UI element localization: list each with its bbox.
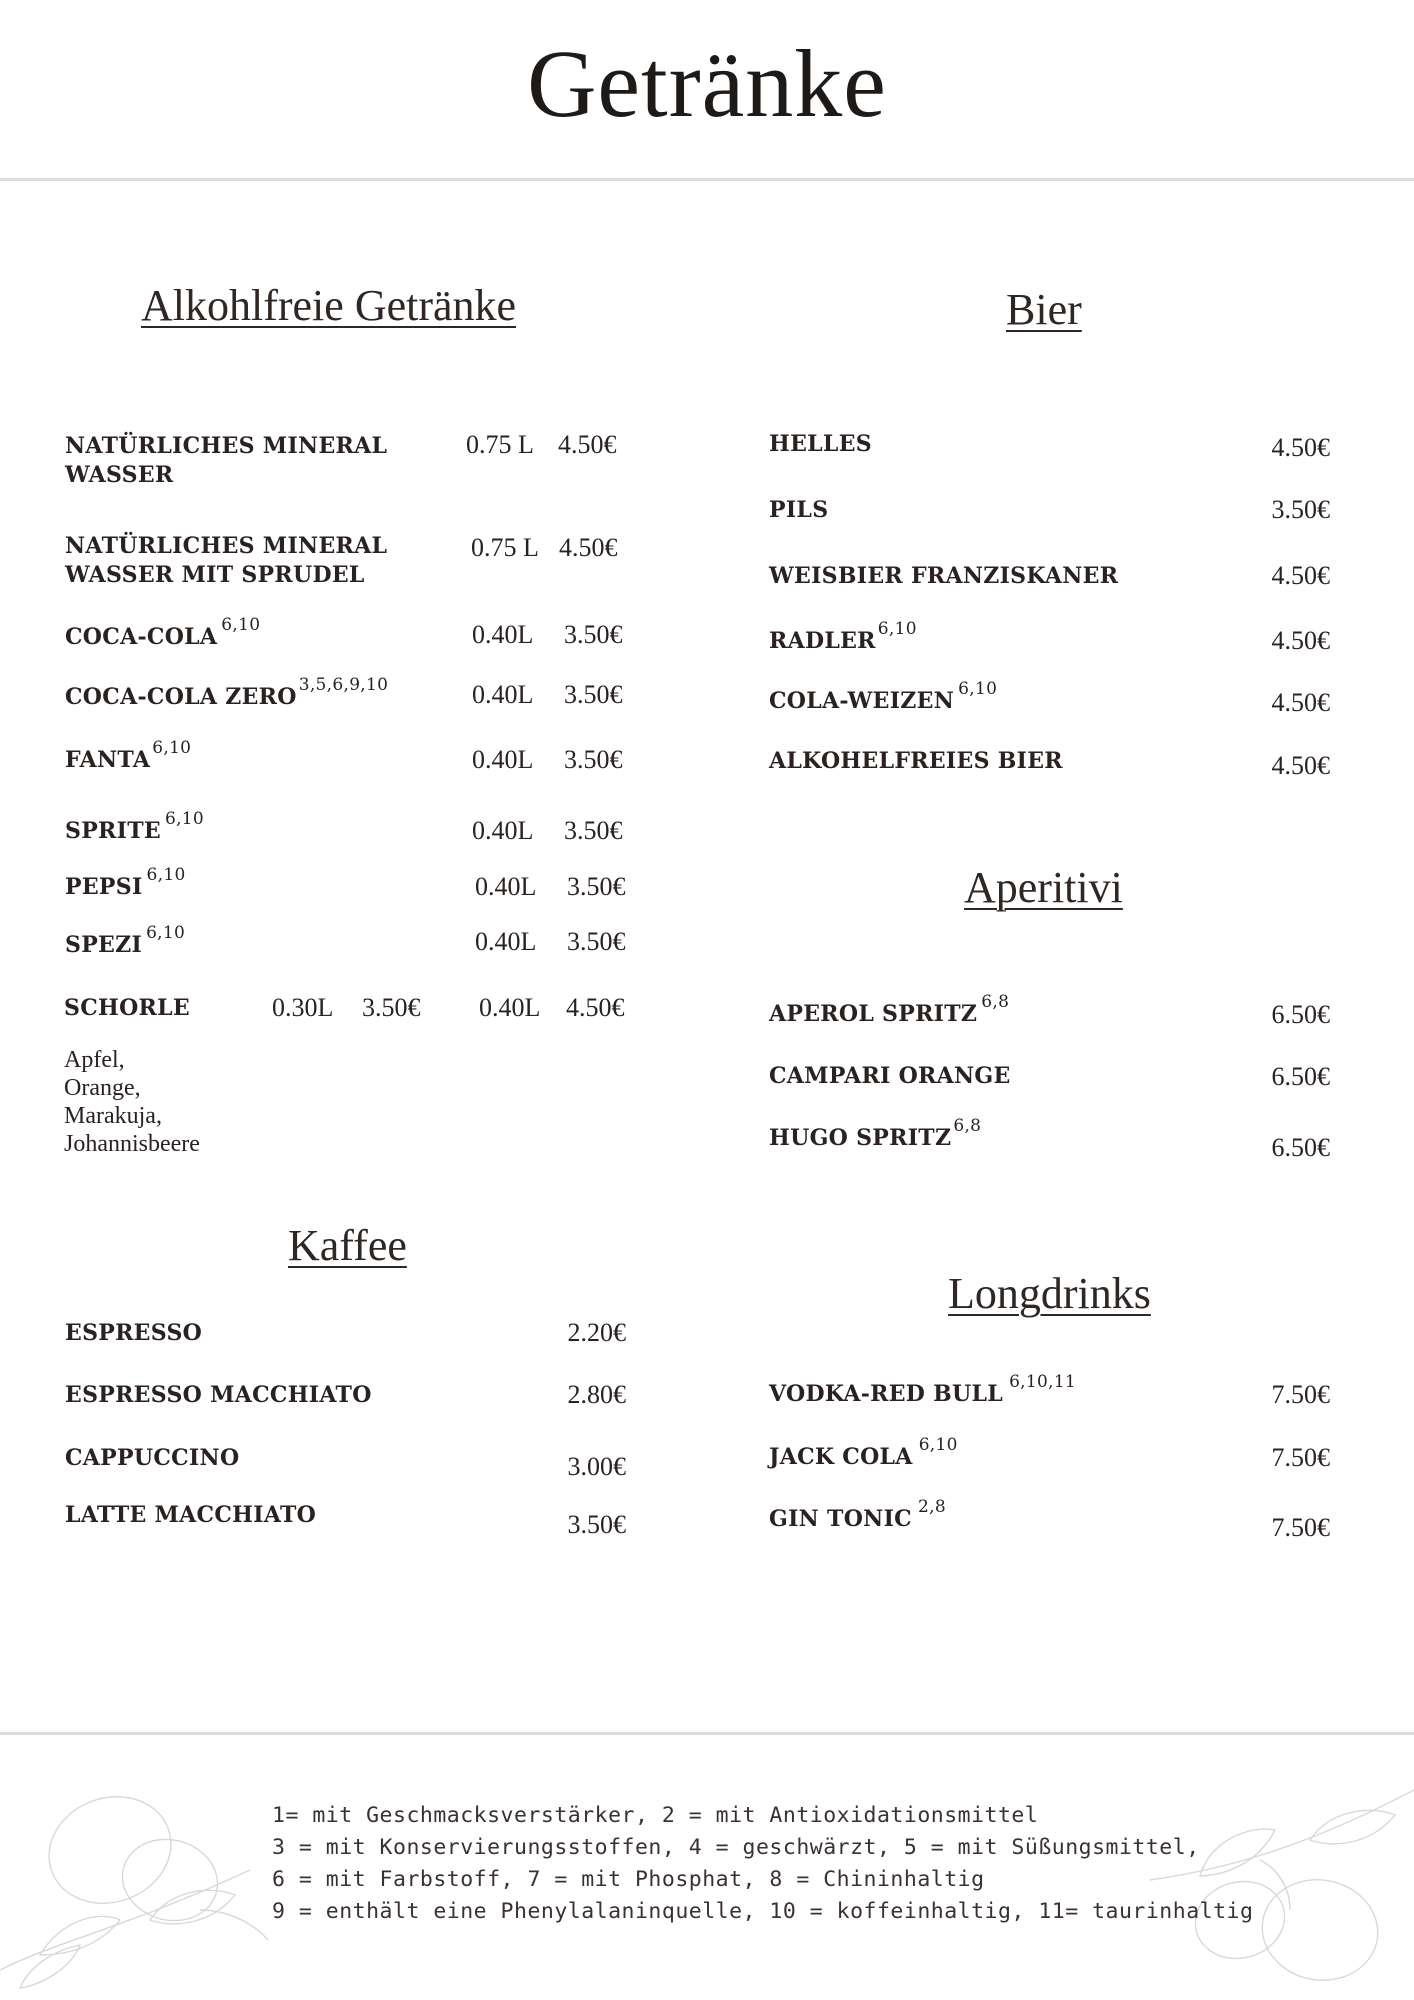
menu-item-price: 3.50€ [564,620,623,649]
menu-item-price: 4.50€ [1271,433,1330,462]
allergen-note: 3,5,6,9,10 [298,675,389,695]
menu-item-price: 2.80€ [567,1380,626,1409]
lemon-branch-illustration-left [0,1760,270,2000]
menu-item-size: 0.30L [272,993,334,1022]
menu-item-price: 6.50€ [1271,1000,1330,1029]
legend-line: 9 = enthält eine Phenylalaninquelle, 10 = koffeinhaltig, 11= taurinhaltig [272,1899,1254,1924]
menu-item-price: 3.50€ [1271,495,1330,524]
menu-item-name: CAMPARI ORANGE [769,1063,1011,1089]
menu-item-name: ESPRESSO [65,1320,203,1346]
page-title: Getränke [527,30,887,137]
menu-item-name: FANTA $^{6,10}$ [65,738,192,773]
menu-item-size: 0.40L [472,745,534,774]
footer-divider [0,1732,1414,1735]
menu-item-price: 3.00€ [567,1452,626,1481]
legend-line: 1= mit Geschmacksverstärker, 2 = mit Antioxidationsmittel [272,1803,1039,1828]
menu-item-price: 7.50€ [1271,1380,1330,1409]
section-heading-bier: Bier [1006,285,1082,334]
menu-item-price: 4.50€ [559,533,618,562]
menu-item-price: 4.50€ [1271,561,1330,590]
menu-item-name: NATÜRLICHES MINERAL WASSER MIT SPRUDEL [65,533,388,588]
section-heading-aperitivi: Aperitivi [964,863,1123,912]
menu-item-size: 0.75 L [466,430,534,459]
menu-item-name: COCA-COLA ZERO $^{3,5,6,9,10}$ [65,675,389,710]
menu-item-name: SPEZI $^{6,10}$ [65,923,186,958]
allergen-note: 6,8 [953,1116,982,1136]
menu-item-size: 0.40L [479,993,541,1022]
allergen-note: 6,8 [981,992,1010,1012]
legend-line: 6 = mit Farbstoff, 7 = mit Phosphat, 8 = Chininhaltig [272,1867,985,1892]
menu-item-price: 2.20€ [567,1318,626,1347]
menu-item-size: 0.40L [475,927,537,956]
allergen-note: 6,10 [877,619,917,639]
flavor-item: Orange, [64,1075,141,1101]
section-heading-kaffee: Kaffee [288,1221,407,1270]
menu-item-price: 3.50€ [564,745,623,774]
menu-item-name: CAPPUCCINO [65,1445,240,1471]
menu-item-price: 4.50€ [558,430,617,459]
menu-item-name: SCHORLE [64,995,190,1021]
menu-item-price: 3.50€ [564,680,623,709]
menu-item-price: 4.50€ [566,993,625,1022]
menu-item-name: GIN TONIC $^{2,8}$ [769,1497,946,1532]
section-heading-alkoholfrei: Alkohlfreie Getränke [141,281,517,330]
menu-item-name: COLA-WEIZEN $^{6,10}$ [769,679,998,714]
menu-item-name: ALKOHELFREIES BIER [769,748,1063,774]
allergen-note: 6,10 [958,679,998,699]
menu-item-size: 0.40L [475,872,537,901]
menu-item-name: HUGO SPRITZ $^{6,8}$ [769,1116,982,1151]
menu-item-price: 6.50€ [1271,1062,1330,1091]
section-heading-longdrinks: Longdrinks [948,1269,1151,1318]
menu-item-price: 7.50€ [1271,1443,1330,1472]
allergen-note: 6,10 [146,865,186,885]
menu-item-size: 0.40L [472,680,534,709]
menu-item-name: APEROL SPRITZ $^{6,8}$ [769,992,1010,1027]
menu-item-price: 3.50€ [567,872,626,901]
allergen-note: 2,8 [918,1497,946,1517]
flavor-item: Johannisbeere [64,1131,200,1157]
flavor-item: Marakuja, [64,1103,162,1129]
menu-item-name: HELLES [769,431,872,457]
menu-item-price: 4.50€ [1271,688,1330,717]
menu-item-price: 4.50€ [1271,751,1330,780]
legend-line: 3 = mit Konservierungsstoffen, 4 = geschwärzt, 5 = mit Süßungsmittel, [272,1835,1200,1860]
allergen-note: 6,10 [221,615,261,635]
menu-item-name: SPRITE $^{6,10}$ [65,809,205,844]
menu-item-name: PILS [769,497,829,523]
header-divider [0,178,1414,181]
schorle-flavors [64,1046,200,1158]
allergen-note: 6,10,11 [1009,1372,1077,1392]
allergen-note: 6,10 [164,809,205,829]
allergen-note: 6,10 [918,1435,958,1455]
menu-item-price: 3.50€ [567,927,626,956]
menu-item-name: RADLER $^{6,10}$ [769,619,917,654]
menu-item-name: WEISBIER FRANZISKANER [769,563,1119,589]
menu-item-price: 3.50€ [564,816,623,845]
menu-item-size: 0.75 L [471,533,539,562]
menu-item-price: 7.50€ [1271,1513,1330,1542]
menu-item-size: 0.40L [472,816,534,845]
flavor-item: Apfel, [64,1047,125,1073]
allergen-note: 6,10 [152,738,192,758]
menu-item-name: ESPRESSO MACCHIATO [65,1382,372,1408]
menu-item-name: VODKA-RED BULL $^{6,10,11}$ [769,1372,1077,1407]
menu-item-price: 3.50€ [567,1510,626,1539]
allergen-note: 6,10 [146,923,186,943]
menu-item-name: LATTE MACCHIATO [65,1502,317,1528]
menu-item-price: 4.50€ [1271,626,1330,655]
menu-item-size: 0.40L [472,620,534,649]
menu-item-name: JACK COLA $^{6,10}$ [769,1435,958,1470]
allergen-legend [272,1800,1253,1928]
menu-item-name: COCA-COLA $^{6,10}$ [65,615,261,650]
menu-item-price: 3.50€ [362,993,421,1022]
menu-item-price: 6.50€ [1271,1133,1330,1162]
menu-item-name: NATÜRLICHES MINERAL WASSER [65,433,388,488]
menu-item-name: PEPSI $^{6,10}$ [65,865,186,900]
